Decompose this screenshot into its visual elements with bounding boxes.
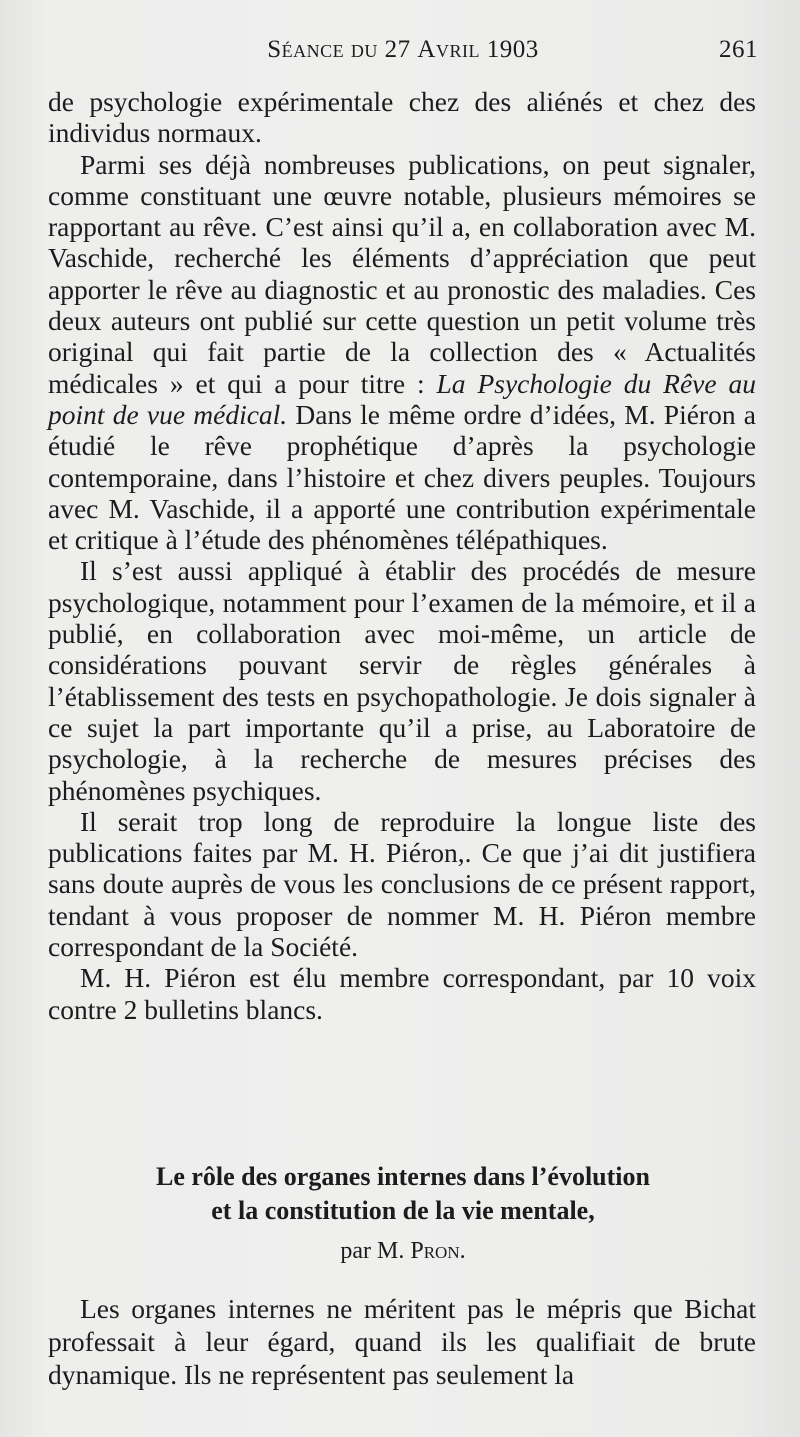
report-body (48, 86, 756, 1025)
section-title-line-2: et la constitution de la vie mentale, (211, 1196, 595, 1225)
paragraph-4: Il serait trop long de reproduire la longue liste des publications faites par M. H. Piéron,. Ce que j’ai dit justifiera sans doute auprès de vous les conclusions de ce présent rapport, tendant à vous proposer de nommer M. H. Piéron membre correspondant de la Société. (48, 805, 756, 963)
byline (48, 1238, 758, 1265)
section-body (48, 1292, 756, 1391)
paragraph-2 (48, 149, 756, 556)
section-paragraph-1: Les organes internes ne méritent pas le mépris que Bichat professait à leur égard, quand ils les qualifiait de brute dynamique. Ils ne représentent pas seulement la (48, 1293, 756, 1390)
section-title-line-1: Le rôle des organes internes dans l’évolution (156, 1162, 650, 1191)
running-title (48, 36, 758, 64)
paragraph-5: M. H. Piéron est élu membre correspondant, par 10 voix contre 2 bulletins blancs. (48, 962, 756, 1025)
paragraph-1: de psychologie expérimentale chez des aliénés et chez des individus normaux. (48, 86, 756, 149)
header-year: 1903 (486, 36, 539, 63)
paragraph-2-part-b: Dans le même ordre d’idées, M. Piéron a étudié le rêve prophétique d’après la psychologie contemporaine, dans l’histoire et chez divers peuples. Toujours avec M. Vaschide, il a apporté une contribution expérimentale et critique à l’étude des phénomènes télépathiques. (48, 398, 756, 556)
page-number: 261 (719, 36, 758, 63)
paragraph-3: Il s’est aussi appliqué à établir des procédés de mesure psychologique, notamment pour l’examen de la mémoire, et il a publié, en collaboration avec moi-même, un article de considérations pouvant servir de règles générales à l’établissement des tests en psychopathologie. Je dois signaler à ce sujet la part importante qu’il a prise, au Laboratoire de psychologie, à la recherche de mesures précises des phénomènes psychiques. (48, 555, 756, 806)
running-head (48, 34, 758, 74)
header-month: Avril (417, 36, 480, 63)
header-prefix: Séance du (267, 36, 378, 63)
header-day: 27 (384, 36, 411, 63)
byline-prefix: par M. (340, 1238, 405, 1264)
paragraph-2-part-a: Parmi ses déjà nombreuses publications, on peut signaler, comme constituant une œuvre notable, plusieurs mémoires se rapportant au rêve. C’est ainsi qu’il a, en collaboration avec M. Vaschide, recherché les éléments d’appréciation que peut apporter le rêve au diagnostic et au pronostic des maladies. Ces deux auteurs ont publié sur cette question un petit volume très original qui fait partie de la collection des « Actualités médicales » et qui a pour titre : (48, 148, 756, 399)
byline-author: Pron. (410, 1238, 466, 1264)
section-title (48, 1160, 758, 1228)
book-title: La Psychologie du Rêve au point de vue médical. (48, 367, 756, 430)
